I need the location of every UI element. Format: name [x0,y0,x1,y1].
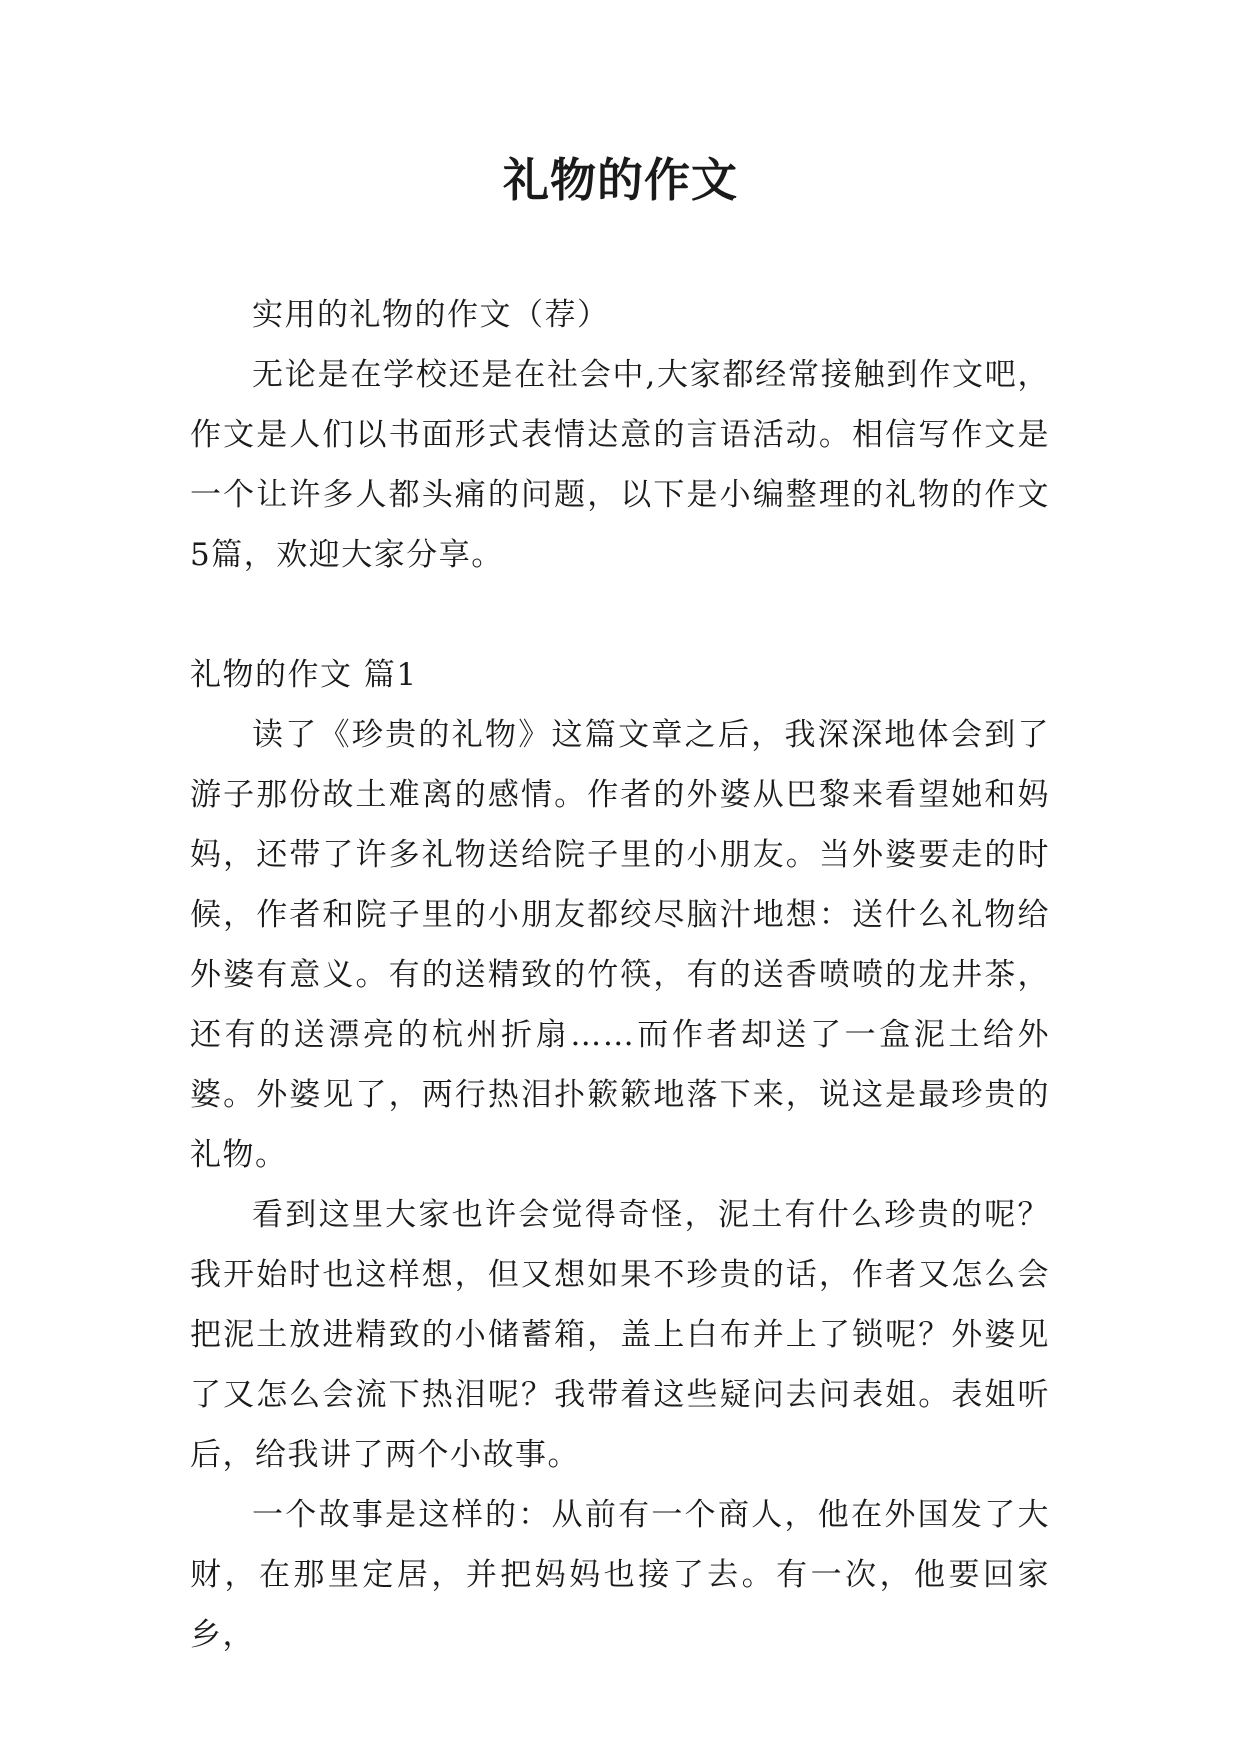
body-paragraph-2: 看到这里大家也许会觉得奇怪，泥土有什么珍贵的呢？我开始时也这样想，但又想如果不珍贵的话，作者又怎么会把泥土放进精致的小储蓄箱，盖上白布并上了锁呢？外婆见了又怎么会流下热泪呢？我带着这些疑问去问表姐。表姐听后，给我讲了两个小故事。 [190,1197,1050,1473]
document-title: 礼物的作文 [503,153,738,207]
body-paragraph-3: 一个故事是这样的：从前有一个商人，他在外国发了大财，在那里定居，并把妈妈也接了去。有一次，他要回家乡， [190,1497,1050,1653]
document-body [190,285,1050,1665]
section-heading: 礼物的作文 篇1 [190,657,418,693]
body-paragraph-1: 读了《珍贵的礼物》这篇文章之后，我深深地体会到了游子那份故土难离的感情。作者的外婆从巴黎来看望她和妈妈，还带了许多礼物送给院子里的小朋友。当外婆要走的时候，作者和院子里的小朋友都绞尽脑汁地想：送什么礼物给外婆有意义。有的送精致的竹筷，有的送香喷喷的龙井茶，还有的送漂亮的杭州折扇……而作者却送了一盒泥土给外婆。外婆见了，两行热泪扑簌簌地落下来，说这是最珍贵的礼物。 [190,717,1050,1173]
intro-paragraph: 无论是在学校还是在社会中,大家都经常接触到作文吧，作文是人们以书面形式表情达意的言语活动。相信写作文是一个让许多人都头痛的问题，以下是小编整理的礼物的作文5篇，欢迎大家分享。 [190,357,1050,573]
document-subtitle: 实用的礼物的作文（荐） [252,297,610,333]
